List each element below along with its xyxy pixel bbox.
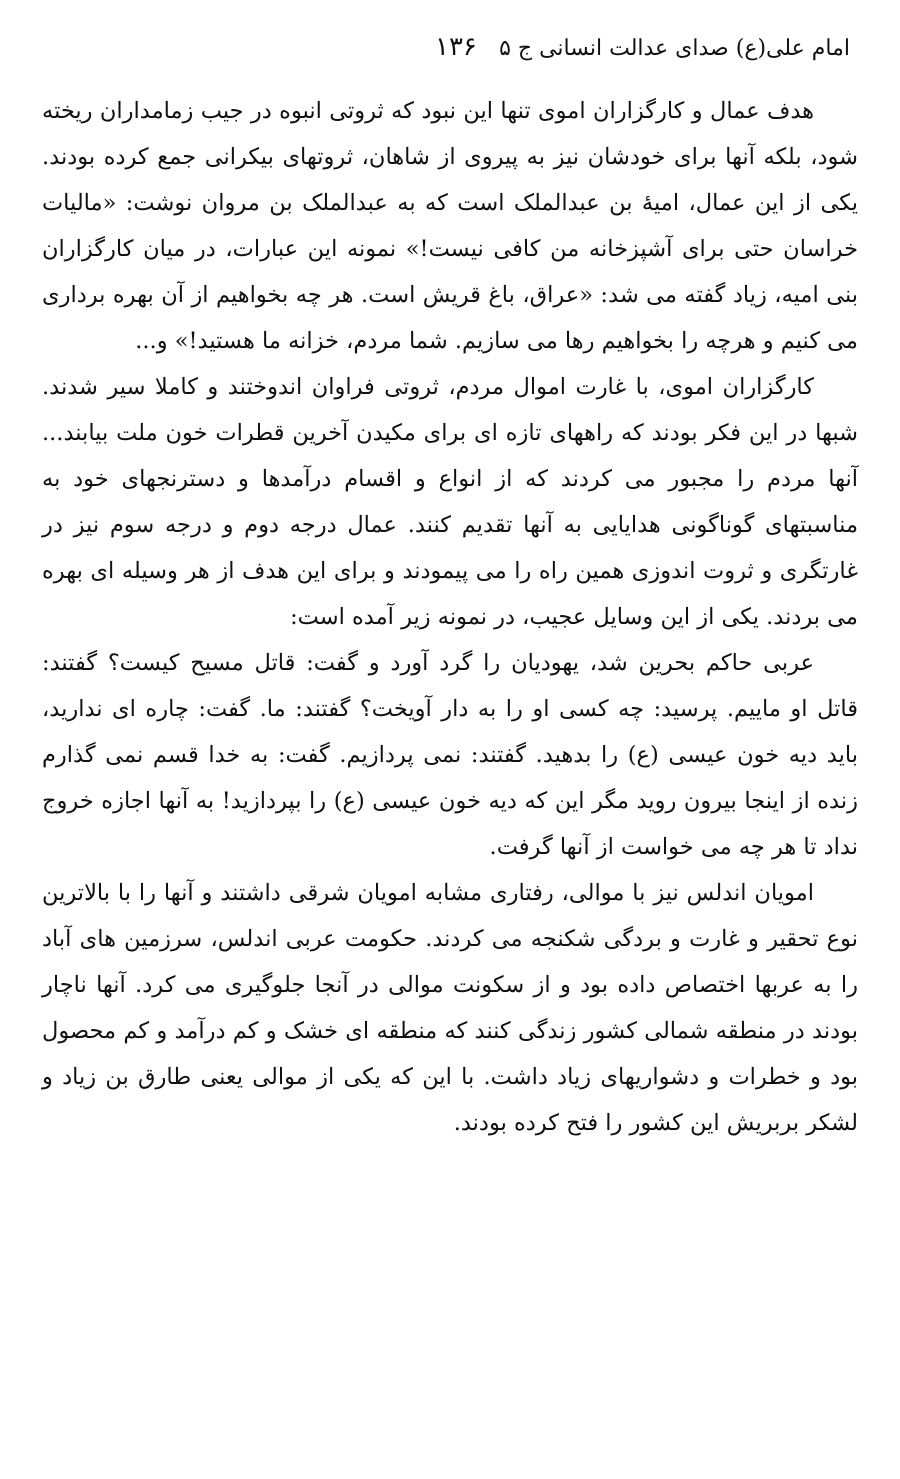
- book-title: امام علی(ع) صدای عدالت انسانی ج ۵: [499, 36, 850, 61]
- paragraph: کارگزاران اموی، با غارت اموال مردم، ثروتی فراوان اندوختند و کاملا سیر شدند. شبها در این فکر بودند که راههای تازه ای برای مکیدن آخرین قطرات خون ملت بیابند... آنها مردم را مجبور می کردند که از انواع و اقسام درآمدها و دسترنجهای خود به مناسبتهای گوناگونی هدایایی به آنها تقدیم کنند. عمال درجه دوم و درجه سوم نیز در غارتگری و ثروت اندوزی همین راه را می پیمودند و برای این هدف از هر وسیله ای بهره می بردند. یکی از این وسایل عجیب، در نمونه زیر آمده است:: [42, 374, 859, 630]
- page-number: ۱۳۶: [435, 32, 477, 62]
- body-text: [42, 88, 858, 1146]
- running-header: [40, 30, 860, 70]
- paragraph: امویان اندلس نیز با موالی، رفتاری مشابه امویان شرقی داشتند و آنها را با بالاترین نوع تحقیر و غارت و بردگی شکنجه می کردند. حکومت عربی اندلس، سرزمین های آباد را به عربها اختصاص داده بود و از سکونت موالی در آنجا جلوگیری می کرد. آنها ناچار بودند در منطقه شمالی کشور زندگی کنند که منطقه ای خشک و کم درآمد و کم محصول بود و خطرات و دشواریهای زیاد داشت. با این که یکی از موالی یعنی طارق بن زیاد و لشکر بربریش این کشور را فتح کرده بودند.: [42, 880, 858, 1136]
- paragraph: هدف عمال و کارگزاران اموی تنها این نبود که ثروتی انبوه در جیب زمامداران ریخته شود، بلکه آنها برای خودشان نیز به پیروی از شاهان، ثروتهای بیکرانی جمع کرده بودند. یکی از این عمال، امیهٔ بن عبدالملک است که به عبدالملک بن مروان نوشت: «مالیات خراسان حتی برای آشپزخانه من کافی نیست!» نمونه این عبارات، در میان کارگزاران بنی امیه، زیاد گفته می شد: «عراق، باغ قریش است. هر چه بخواهیم از آن بهره برداری می کنیم و هرچه را بخواهیم رها می سازیم. شما مردم، خزانه ما هستید!» و...: [42, 98, 858, 354]
- paragraph: عربی حاکم بحرین شد، یهودیان را گرد آورد و گفت: قاتل مسیح کیست؟ گفتند: قاتل او ماییم. پرسید: چه کسی او را به دار آویخت؟ گفتند: ما. گفت: چاره ای ندارید، باید دیه خون عیسی (ع) را بدهید. گفتند: نمی پردازیم. گفت: به خدا قسم نمی گذارم زنده از اینجا بیرون روید مگر این که دیه خون عیسی (ع) را بپردازید! به آنها اجازه خروج نداد تا هر چه می خواست از آنها گرفت.: [42, 650, 858, 860]
